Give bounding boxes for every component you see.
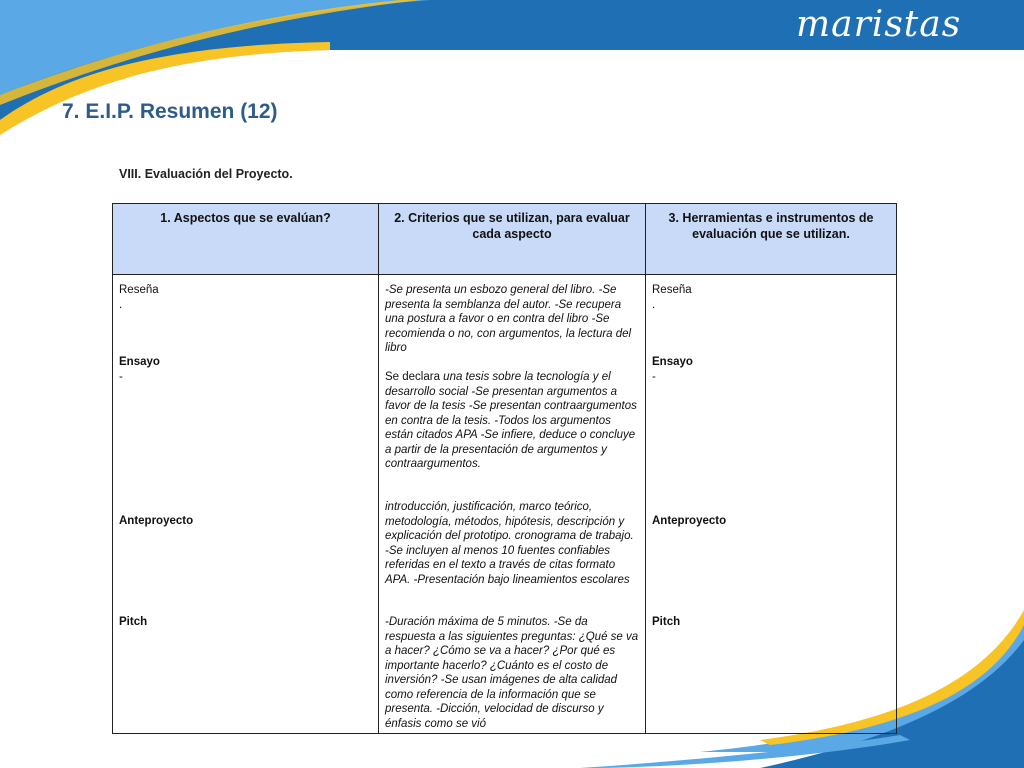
maristas-logo: maristas bbox=[796, 4, 962, 45]
evaluation-table bbox=[112, 203, 897, 734]
tool-pitch: Pitch bbox=[652, 616, 681, 628]
section-title: VIII. Evaluación del Proyecto. bbox=[119, 167, 293, 181]
aspect-resena: Reseña . bbox=[119, 284, 159, 311]
aspects-cell bbox=[113, 275, 379, 734]
slide-title: 7. E.I.P. Resumen (12) bbox=[62, 100, 278, 123]
header-aspects: 1. Aspectos que se evalúan? bbox=[113, 204, 379, 275]
criteria-anteproyecto: introducción, justificación, marco teórico, metodología, métodos, hipótesis, descripción y explicación del prototipo. cronograma de trabajo. -Se incluyen al menos 10 fuentes confiables referidas en el texto a través de citas formato APA. -Presentación bajo lineamientos escolares bbox=[385, 501, 634, 586]
tools-cell bbox=[646, 275, 897, 734]
tool-anteproyecto: Anteproyecto bbox=[652, 515, 727, 527]
aspect-pitch: Pitch bbox=[119, 616, 148, 628]
table-row bbox=[113, 275, 897, 734]
criteria-resena: -Se presenta un esbozo general del libro. -Se presenta la semblanza del autor. -Se recupera una postura a favor o en contra del libro -Se recomienda o no, con argumentos, la lectura del libro bbox=[385, 284, 632, 354]
criteria-cell bbox=[379, 275, 646, 734]
header-tools: 3. Herramientas e instrumentos de evaluación que se utilizan. bbox=[646, 204, 897, 275]
table-header-row bbox=[113, 204, 897, 275]
header-criteria: 2. Criterios que se utilizan, para evaluar cada aspecto bbox=[379, 204, 646, 275]
criteria-ensayo: Se declara una tesis sobre la tecnología y el desarrollo social -Se presentan argumentos a favor de la tesis -Se presentan contraargumentos en contra de la tesis. -Todos los argumentos están citados APA -Se infiere, deduce o concluye a partir de la presentación de argumentos y contraargumentos. bbox=[385, 371, 637, 470]
tool-ensayo: Ensayo - bbox=[652, 356, 693, 383]
tool-resena: Reseña . bbox=[652, 284, 692, 311]
aspect-anteproyecto: Anteproyecto bbox=[119, 515, 194, 527]
aspect-ensayo: Ensayo - bbox=[119, 356, 160, 383]
criteria-pitch: -Duración máxima de 5 minutos. -Se da respuesta a las siguientes preguntas: ¿Qué se va a hacer? ¿Cómo se va a hacer? ¿Por qué es importante hacerlo? ¿Cuánto es el costo de inversión? -Se usan imágenes de alta calidad como referencia de la información que se presenta. -Dicción, velocidad de discurso y énfasis como se vió bbox=[385, 616, 639, 730]
